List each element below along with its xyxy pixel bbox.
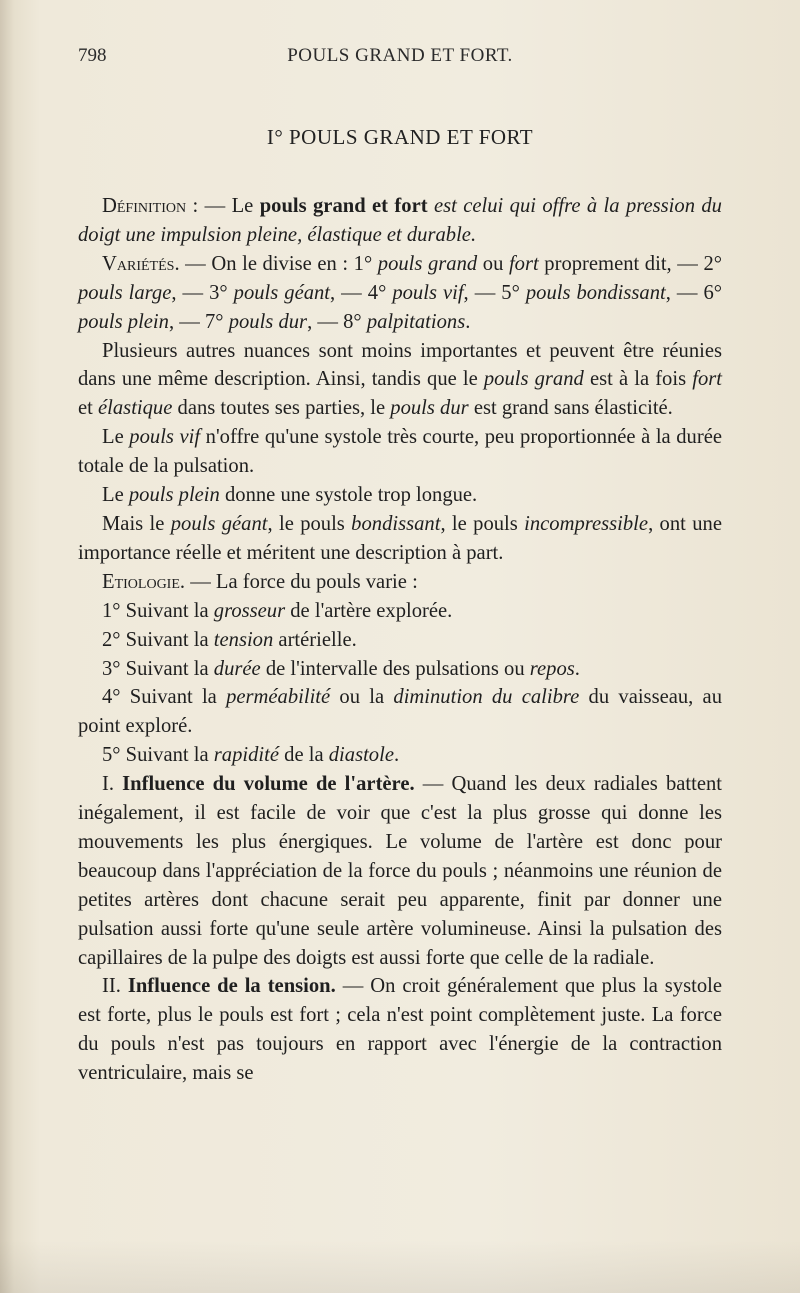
term: pouls grand — [483, 368, 584, 391]
paragraph-geant — [78, 510, 722, 568]
term: bondissant — [351, 512, 441, 535]
text-run: , — 6° — [665, 281, 723, 304]
term: pouls grand — [377, 252, 478, 275]
text-run: est grand sans élasticité. — [468, 397, 673, 420]
text-run: 3° Suivant la — [102, 657, 214, 680]
term: pouls plein — [128, 484, 220, 507]
text-run: , — 3° — [171, 281, 234, 304]
text-run: de la — [279, 744, 329, 767]
text-run: 1° Suivant la — [102, 599, 214, 622]
section-heading: Influence du volume de l'artère. — [122, 773, 415, 796]
section-number: I. — [102, 773, 123, 796]
paragraph-varietes — [78, 250, 722, 337]
text-run: — Quand les deux radiales battent inégalement, il est facile de voir que c'est la plus grosse qui donne les mouvements les plus énergiques. Le volume de l'artère est donc pour beaucoup dans l'appréciation de la force du pouls ; néanmoins une réunion de petites artères dont chacune serait peu apparente, finit par donner une pulsation aussi forte qu'une seule artère volumineuse. Ainsi la pulsation des capillaires de la pulpe des doigts est aussi forte que celle de la radiale. — [78, 773, 722, 969]
term: diminution du calibre — [393, 686, 580, 709]
term: pouls dur — [390, 397, 469, 420]
list-item — [78, 626, 722, 655]
running-header — [78, 45, 722, 75]
text-run: ou la — [330, 686, 394, 709]
term: diastole — [328, 744, 394, 767]
term: pouls dur — [228, 310, 308, 333]
paragraph-definition — [78, 192, 722, 250]
text-run: , — 8° — [307, 310, 367, 333]
text-run: , le pouls — [440, 512, 525, 535]
term: pouls large — [78, 281, 172, 304]
term: pouls vif — [129, 426, 201, 449]
text-run: , — 5° — [463, 281, 526, 304]
term: repos — [529, 657, 575, 680]
term: pouls plein — [78, 310, 169, 333]
term: perméabilité — [226, 686, 331, 709]
section-title: I° POULS GRAND ET FORT — [266, 125, 534, 149]
text-run: . — [465, 310, 471, 333]
term: incompressible — [524, 512, 649, 535]
term: pouls bondissant — [525, 281, 666, 304]
text-run: n'offre qu'une systole très courte, peu proportionnée à la durée totale de la pulsation. — [78, 426, 722, 478]
text-run: artérielle. — [273, 628, 357, 651]
text-run: et — [78, 397, 99, 420]
list-item — [78, 655, 722, 684]
paragraph-vif — [78, 423, 722, 481]
text-run: , le pouls — [267, 512, 352, 535]
text-run: Le — [102, 426, 130, 449]
term: fort — [692, 368, 722, 391]
term: rapidité — [213, 744, 279, 767]
definition-label: Définition — [102, 195, 187, 217]
text-run: , — 4° — [330, 281, 393, 304]
paragraph-influence-tension — [78, 972, 722, 1088]
paragraph-plein — [78, 481, 722, 510]
text-run: de l'intervalle des pulsations ou — [260, 657, 530, 680]
text-run: : — Le — [186, 195, 260, 217]
list-item — [78, 741, 722, 770]
text-run: dans toutes ses parties, le — [172, 397, 391, 420]
text-run: — On croit généralement que plus la systole est forte, plus le pouls est fort ; cela n'est point complètement juste. La force du pouls n'est pas toujours en rapport avec l'énergie de la contraction ventriculaire, mais se — [78, 975, 722, 1085]
term: pouls géant — [233, 281, 331, 304]
term: palpitations — [366, 310, 466, 333]
list-item — [78, 597, 722, 626]
term: pouls vif — [392, 281, 464, 304]
text-run: , — 7° — [168, 310, 229, 333]
list-item — [78, 683, 722, 741]
text-run: . — [574, 657, 580, 680]
text-run: Mais le — [102, 512, 171, 535]
text-run: du vaisseau, au point exploré. — [78, 686, 722, 738]
text-run: donne une systole trop longue. — [219, 484, 478, 507]
text-run: Plusieurs autres nuances sont moins importantes et peuvent être réunies dans une même description. Ainsi, tandis que le — [78, 339, 722, 391]
body-text — [78, 192, 722, 1088]
text-run: 2° Suivant la — [102, 628, 214, 651]
term: grosseur — [213, 599, 286, 622]
text-run: . — La force du pouls varie : — [179, 570, 418, 593]
page-shadow — [0, 1240, 800, 1293]
running-title: POULS GRAND ET FORT. — [287, 45, 513, 66]
definition-term: pouls grand et fort — [259, 195, 428, 217]
text-run: est à la fois — [583, 368, 693, 391]
text-run: proprement dit, — 2° — [538, 252, 722, 275]
text-run: . — [393, 744, 400, 767]
text-run: . — On le divise en : 1° — [174, 252, 378, 275]
paragraph-influence-volume — [78, 770, 722, 972]
paragraph-nuances — [78, 337, 722, 424]
text-run: ou — [477, 252, 509, 275]
etiologie-label: Etiologie — [102, 570, 180, 593]
definition-text: est celui qui offre à la pression du doigt une impulsion pleine, élastique et durable. — [78, 195, 722, 246]
term: fort — [508, 252, 539, 275]
page-number: 798 — [78, 45, 107, 66]
section-number: II. — [102, 975, 128, 998]
paragraph-etiologie — [78, 568, 722, 597]
text-run: , ont une importance réelle et méritent une description à part. — [78, 512, 722, 564]
term: durée — [213, 657, 261, 680]
text-run: Le — [102, 484, 129, 507]
text-run: de l'artère explorée. — [285, 599, 453, 622]
varietes-label: Variétés — [102, 252, 175, 275]
term: élastique — [98, 397, 173, 420]
term: tension — [213, 628, 274, 651]
term: pouls géant — [170, 512, 268, 535]
section-heading: Influence de la tension. — [127, 975, 336, 998]
text-run: 4° Suivant la — [102, 686, 227, 709]
text-run: 5° Suivant la — [102, 744, 214, 767]
